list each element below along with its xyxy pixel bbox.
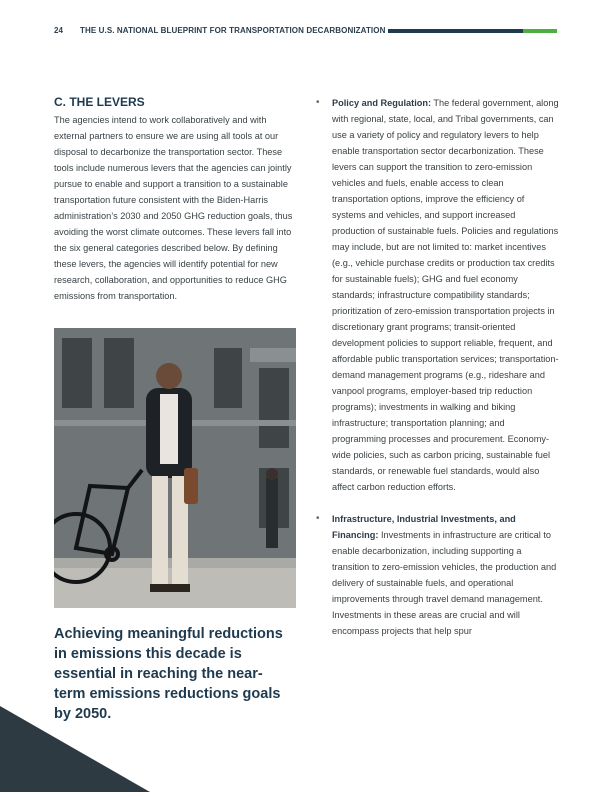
list-item-policy — [316, 95, 560, 495]
bullet-text: Investments in infrastructure are critical to enable decarbonization, including supporting a transition to zero-emission vehicles, the production and delivery of sustainable fuels, and operational improvements through travel demand management. Investments in these areas are crucial and will encompass projects that help spur — [332, 530, 557, 636]
bullet-icon: • — [316, 97, 320, 108]
page-number: 24 — [54, 26, 63, 35]
intro-paragraph: The agencies intend to work collaboratively and with external partners to ensure we are using all tools at our disposal to decarbonize the transportation sector. These tools include numerous levers that the agencies can jointly pursue to enable and support a transition to a sustainable transportation future consistent with the Biden-Harris administration’s 2030 and 2050 GHG reduction goals, thus avoiding the worst climate outcomes. These levers fall into the six general categories described below. By defining these levers, the agencies will identify potential for new research, collaboration, and opportunities to reduce GHG emissions from transportation. — [54, 115, 293, 301]
header-rule-dark — [388, 29, 523, 33]
levers-list — [316, 95, 560, 639]
corner-triangle — [0, 706, 150, 792]
bullet-lead: Policy and Regulation: — [332, 98, 432, 108]
pull-quote: Achieving meaningful reductions in emissions this decade is essential in reaching the near-term emissions reductions goals by 2050. — [54, 626, 283, 722]
page-header — [54, 26, 558, 38]
header-rule-green — [523, 29, 557, 33]
man-with-bicycle-photo — [54, 328, 296, 608]
bullet-icon: • — [316, 513, 320, 524]
bullet-text: The federal government, along with regional, state, local, and Tribal governments, can use a variety of policy and regulatory levers to help enable transportation sector decarbonization. These levers can support the transition to zero-emission vehicles and fuels, enable access to clean transportation options, improve the efficiency of systems and vehicles, and support increased production of sustainable fuels. Policies and regulations may include, but are not limited to: market incentives (e.g., vehicle purchase credits or production tax credits for sustainable fuels); GHG and fuel economy standards; infrastructure compatibility standards; prioritization of zero-emission transportation projects in discretionary grant programs; transit-oriented development policies to support reliable, frequent, and affordable public transportation services; transportation-demand management programs (e.g., rideshare and vanpool programs, employer-based trip reduction programs); investments in walking and biking infrastructure; transportation planning; and programming processes and procurement. Economy-wide policies, such as carbon pricing, sustainable fuel standards, or renewable fuel standards, would also affect carbon reduction efforts. — [332, 98, 559, 492]
section-heading: C. THE LEVERS — [54, 95, 145, 109]
bullet-lead: Infrastructure, Industrial Investments, and Financing: — [332, 514, 516, 540]
list-item-infrastructure — [316, 511, 560, 639]
photo-illustration — [54, 328, 296, 608]
running-title: THE U.S. NATIONAL BLUEPRINT FOR TRANSPORTATION DECARBONIZATION — [80, 26, 386, 35]
